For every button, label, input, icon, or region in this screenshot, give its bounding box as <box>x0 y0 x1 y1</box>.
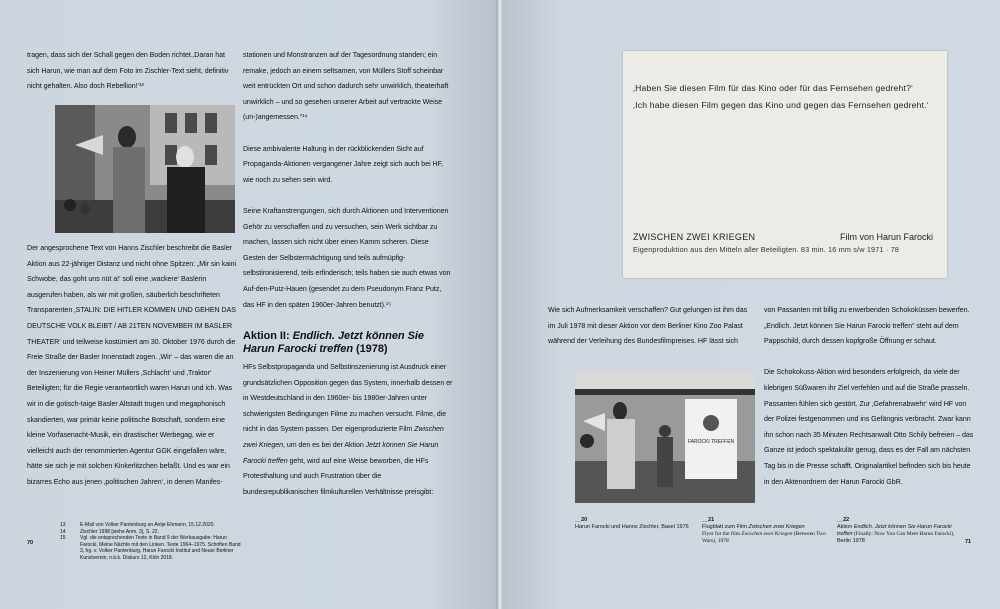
left-column-1-body <box>27 241 237 491</box>
right-col2-p2: Die Schokokuss-Aktion wird besonders erfolgreich, da viele der klebrigen Süßwaren ihr Ziel verfehlen und auf die Straße prasseln. Passanten fühlen sich gestört. Zur ‚Gefahrenabwehr‘ wird HF von der Polizei festgenommen und ins Gefängnis verbracht. Zwar kann ihn schon nach 35 Minuten Rechtsanwalt Otto Schily befreien – das Ganze ist jedoch spektakulär genug, dass es der Fall am nächsten Tag bis in die Presse schafft. Originalartikel befinden sich bis heute in den Aktenordnern der Harun Farocki GbR. <box>764 368 974 486</box>
caption-number: __22 <box>837 517 850 523</box>
flyer-zwischen-zwei-kriegen <box>623 51 947 278</box>
left-col1-intro: tragen, dass sich der Schall gegen den Boden richtet.‚Daran hat sich Harun, wie man auf dem Foto im Zischler-Text sieht, definitiv nicht gehalten. Also doch Rebellion!‘¹³ <box>27 51 229 91</box>
footnote-number: 14 <box>60 528 66 535</box>
caption-number: __21 <box>702 517 715 523</box>
caption-number: __20 <box>575 517 588 523</box>
page-number-left: 70 <box>27 540 34 546</box>
footnote-number: 13 <box>60 522 66 528</box>
footnote-13 <box>60 522 245 529</box>
caption-year: Berlin 1978 <box>837 538 865 544</box>
left-column-2 <box>243 48 453 500</box>
left-col2-p3: Seine Kraftanstrengungen, sich durch Aktionen und Interventionen Gehör zu verschaffen und zu versuchen, sein Werk sichtbar zu machen, lassen sich nicht über einen Kamm scheren. Diese Gesten der Selbstermächtigung sind teils aufmüpfig-selbstironisierend, teils erfinderisch; teils haben sie auch etwas von Auf-den-Putz-Hauen (gesendet zu dem Pseudonym Franz Putz, das HF in den späten 1960er-Jahren benutzt).¹⁵ <box>243 206 451 309</box>
footnote-14 <box>60 529 245 536</box>
caption-22 <box>837 517 962 545</box>
p4-text-a: HFs Selbstpropaganda und Selbstinszenierung ist Ausdruck einer grundsätzlichen Opposition gegen das System, innerhalb dessen er in Westdeutschland in den 1960er- bis 1980er-Jahren unter schwierigsten Bedingungen Filme zu machen versucht. Filme, die nicht in das System passen. Der eigenproduzierte Film <box>243 363 453 434</box>
right-col2-p1: von Passanten mit billig zu erwerbenden Schokoküssen bewerfen. „Endlich. Jetzt können Sie Harun Farocki treffen“ steht auf dem Pappschild, durch dessen kopfgroße Öffnung er schaut. <box>764 306 970 346</box>
left-col2-p4 <box>243 360 453 500</box>
heading-prefix: Aktion II: <box>243 330 293 343</box>
caption-italic: Endlich. Jetzt können Sie Harun Farocki treffen <box>837 524 952 537</box>
caption-20 <box>575 517 695 531</box>
footnote-text: Vgl. die entsprechenden Texte in Band 9 der Werkausgabe: Harun Farocki, Meine Nächte mit den Linken. Texte 1964–1975. Schriften Band 3, hg. v. Volker Pantenburg, Harun Farocki Institut und Neuer Berliner Kunstverein, n.b.k. Diskurs 12, Köln 2018. <box>80 535 241 561</box>
left-column-1 <box>27 48 237 95</box>
footnote-15 <box>60 535 245 561</box>
flyer-film-by: Film von Harun Farocki <box>839 232 933 242</box>
caption-english: (Finally: Now You Can Meet Harun Farocki), <box>852 531 955 537</box>
flyer-film-title: ZWISCHEN ZWEI KRIEGEN <box>633 232 756 242</box>
left-page <box>0 0 498 609</box>
caption-english: Flyer for the film <box>702 531 742 537</box>
heading-italic: Endlich. Jetzt können Sie Harun Farocki treffen <box>243 330 424 356</box>
p4-italic-1: Zwischen zwei Kriegen <box>243 425 444 450</box>
p4-text-b: , um den es bei der Aktion <box>283 441 366 450</box>
footnote-number: 15 <box>60 535 66 542</box>
caption-text: Flugblatt zum Film <box>702 524 749 530</box>
section-heading-aktion-2 <box>243 330 453 356</box>
page-number-right: 71 <box>965 539 972 545</box>
photo-berlin-1978 <box>575 371 755 503</box>
footnote-text: E-Mail von Volker Pantenburg an Antje Ehmann, 15.12.2020. <box>80 522 215 528</box>
caption-english-italic: Zwischen zwei Kriegen <box>741 531 793 537</box>
footnotes <box>60 522 245 562</box>
footnote-text: Zischler 1998 [siehe Anm. 3], S. 22. <box>80 528 159 535</box>
photo-basel-image <box>55 105 235 233</box>
right-col1-text: Wie sich Aufmerksamkeit verschaffen? Gut gelungen ist ihm das im Juli 1978 mit dieser Aktion vor dem Berliner Kino Zoo Palast während der Verleihung des Bundesfilmpreises. HF lässt sich <box>548 306 748 346</box>
right-page <box>502 0 1000 609</box>
left-col2-p1: stationen und Monstranzen auf der Tagesordnung standen; ein remake, jedoch an einem seltsamen, von Müllers Stoff scheinbar weit entrückten Ort und schon dadurch sehr unwirklich, theaterhaft unwirklich – und so gesehen unserer Arbeit auf vertrackte Weise (un-)angemessen.“¹⁴ <box>243 51 449 122</box>
left-col1-body-text: Der angesprochene Text von Hanns Zischler beschreibt die Basler Aktion aus 22-jähriger Distanz und nicht ohne Spitzen: „Mir sin kaini Schwobe, das goht uns nüt a!‘ soll eine ‚wackere‘ Baslerin ausgerufen haben, als wir mit großen, säuberlich beschrifteten Transparenten ‚STALIN: DIE HITLER KOMMEN UND GEHEN DAS DEUTSCHE VOLK BLEIBT / AB 21TEN NOVEMBER IM BASLER THEATER‘ und teilweise kostümiert am 30. Oktober 1976 durch die Freie Straße der Basler Innenstadt zogen. ‚Wir‘ – das waren die an der Inszenierung von Heiner Müllers ‚Schlacht‘ und ‚Traktor‘ Beteiligten; für die Regie verantwortlich waren Harun und ich. Was wir in die gotisch-taige Basler Altstadt trugen und megaphonisch skandierten, war primär keine politische Botschaft, sondern eine kleine Vorfasenacht-Musik, ein drastischer Werbegag, wie er vielleicht auch der renommierten Agentur GGK eingefallen wäre, hätte sie sich je mit solchen Kinkerlitzchen befaßt. Und es war ein bizarres Echo aus jenen ‚politischen Jahren‘, in denen Manifes- <box>27 244 237 486</box>
heading-suffix: (1978) <box>353 343 388 356</box>
flyer-answer: ‚Ich habe diesen Film gegen das Kino und gegen das Fernsehen gedreht.‘ <box>633 100 929 110</box>
caption-21 <box>702 517 827 545</box>
p4-italic-2: Jetzt können Sie Harun Farocki treffen <box>243 441 439 465</box>
sign-text: FAROCKI TREFFEN <box>687 439 735 445</box>
caption-italic: Zwischen zwei Kriegen <box>748 524 805 530</box>
caption-english-end: (Between Two Wars), 1978 <box>702 531 826 544</box>
caption-text: Harun Farocki und Hanns Zischler, Basel 1976 <box>575 524 689 530</box>
right-column-2 <box>764 303 974 490</box>
flyer-production: Eigenproduktion aus den Mitteln aller Beteiligten. 83 min. 16 mm s/w 1971 · 78 <box>633 245 900 254</box>
caption-text: Aktion <box>837 524 854 530</box>
photo-berlin-image <box>575 371 755 503</box>
right-column-1 <box>548 303 756 350</box>
flyer-question: ‚Haben Sie diesen Film für das Kino oder für das Fernsehen gedreht?‘ <box>633 83 914 93</box>
photo-basel-1976 <box>55 105 235 233</box>
p4-text-c: geht, wird auf eine Weise beworben, die HFs Protesthaltung und auch Frustration über die bundesrepublikanischen filmkulturellen Verhältnisse preisgibt: <box>243 456 434 496</box>
left-col2-p2: Diese ambivalente Haltung in der rückblickenden Sicht auf Propaganda-Aktionen vergangener Jahre zeigt sich auch bei HF, wie noch zu sehen sein wird. <box>243 144 444 184</box>
